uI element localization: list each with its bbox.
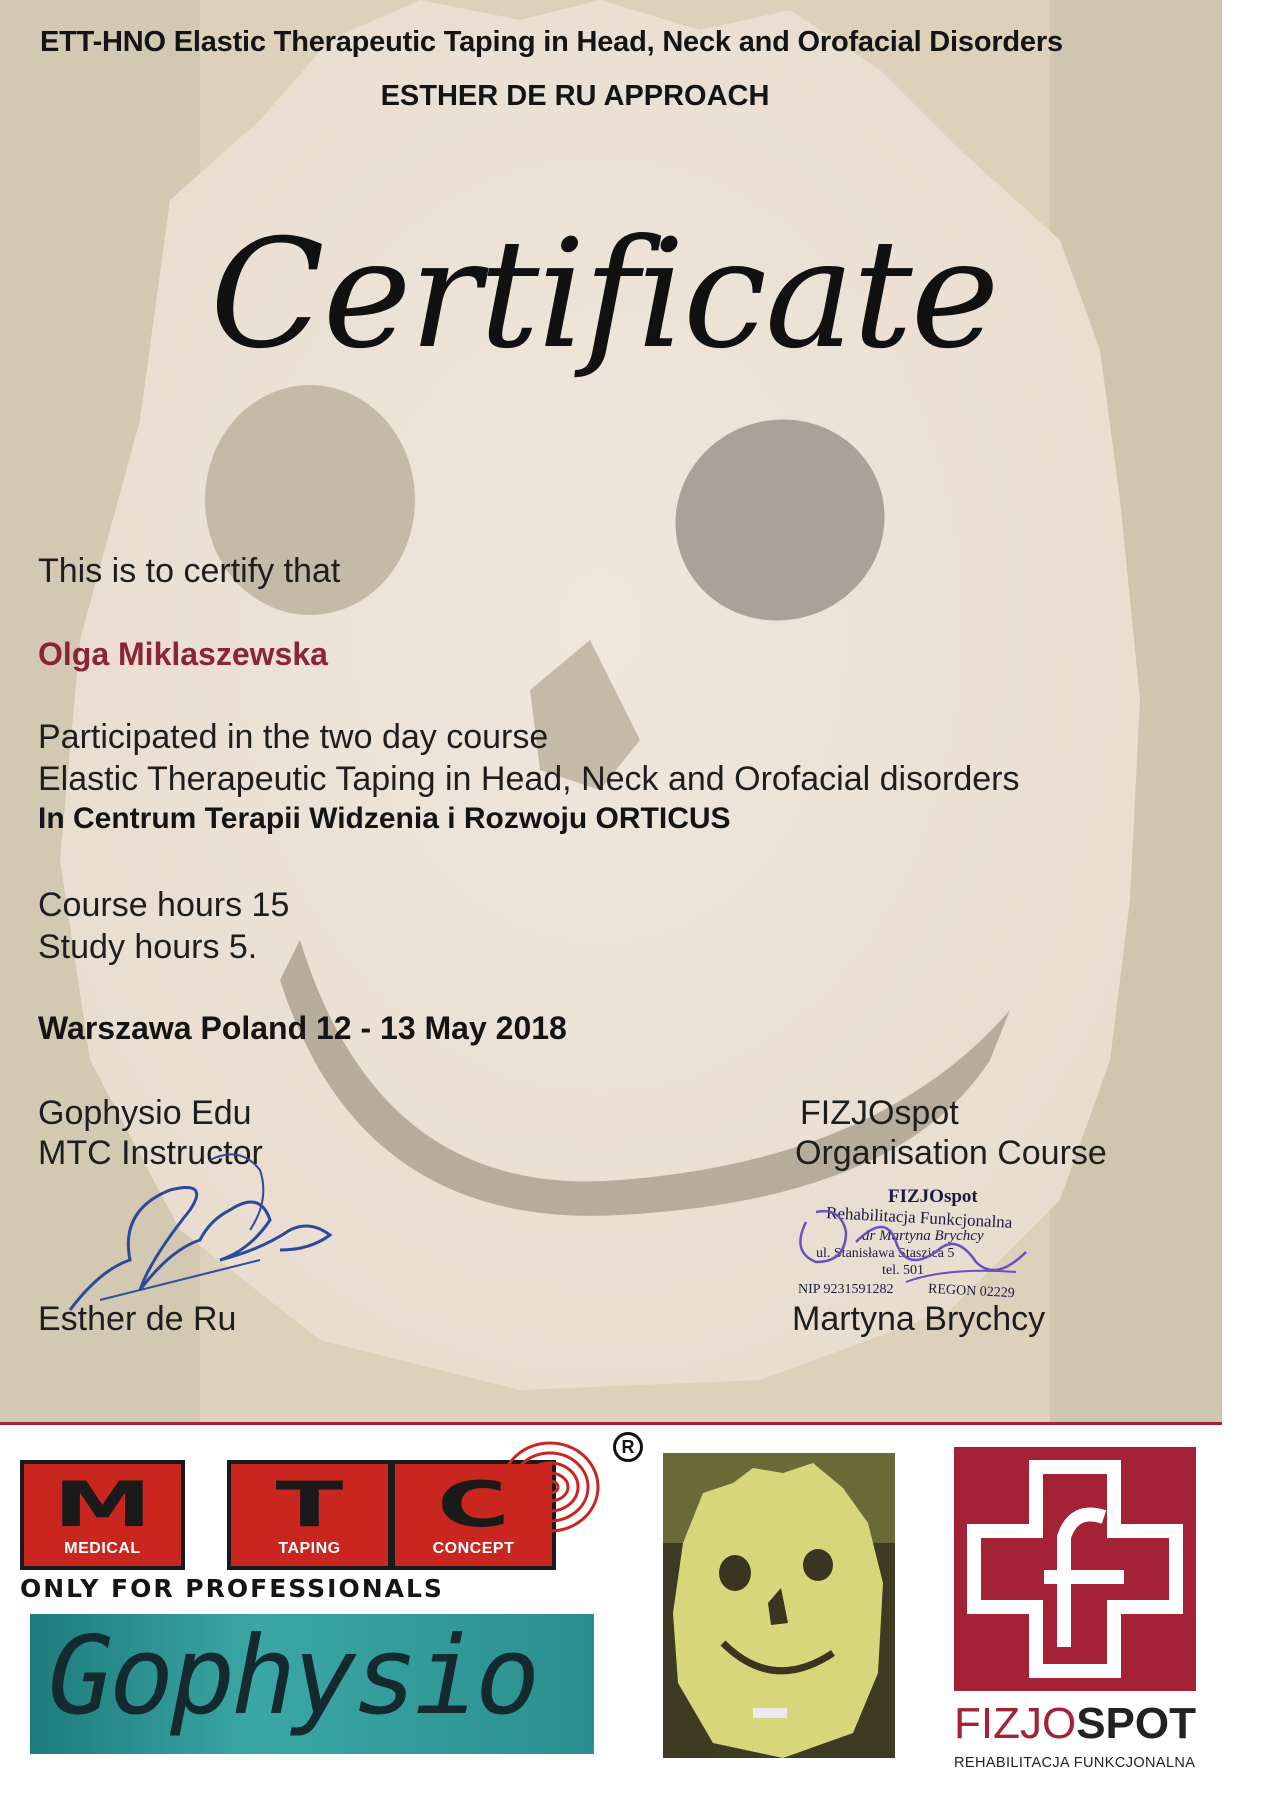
smiley-face-image [663, 1453, 895, 1758]
smiley-photo-thumbnail [663, 1453, 895, 1758]
mtc-letter: T [275, 1468, 344, 1541]
medical-cross-icon [954, 1447, 1196, 1691]
mtc-box-medical [20, 1460, 185, 1570]
fizjospot-logo [950, 1447, 1200, 1777]
left-signatory-org: Gophysio Edu [38, 1094, 252, 1132]
mtc-word: MEDICAL [64, 1540, 141, 1557]
divider-rule [0, 1422, 1222, 1425]
right-signatory-org: FIZJOspot [800, 1094, 959, 1132]
certificate-title: Certificate [210, 208, 998, 382]
fizjospot-word-b: SPOT [1076, 1699, 1196, 1748]
mtc-word: TAPING [278, 1540, 341, 1557]
left-signatory-role: MTC Instructor [38, 1134, 263, 1172]
stamp-line: REGON 02229 [927, 1281, 1016, 1302]
stamp-line: FIZJOspot [888, 1186, 978, 1207]
course-name: Elastic Therapeutic Taping in Head, Neck and Orofacial disorders [38, 760, 1020, 798]
fizjospot-wordmark [954, 1699, 1196, 1749]
gophysio-logo [30, 1614, 594, 1754]
stamp-line: dr Martyna Brychcy [862, 1228, 984, 1244]
recipient-name: Olga Miklaszewska [38, 636, 328, 672]
stamp-line: Rehabilitacja Funkcjonalna [825, 1203, 1013, 1232]
stamp-line: tel. 501 [882, 1263, 924, 1278]
certify-statement: This is to certify that [38, 552, 341, 590]
place-and-date: Warszawa Poland 12 - 13 May 2018 [38, 1010, 567, 1046]
registered-mark-icon: R [613, 1432, 643, 1462]
venue: In Centrum Terapii Widzenia i Rozwoju ORTICUS [38, 802, 731, 835]
mtc-letter: C [437, 1468, 510, 1541]
gophysio-wordmark: Gophysio [48, 1614, 537, 1739]
left-signatory-name: Esther de Ru [38, 1300, 237, 1338]
esther-de-ru-signature [60, 1150, 360, 1320]
participation-statement: Participated in the two day course [38, 718, 549, 756]
mtc-tagline: ONLY FOR PROFESSIONALS [20, 1574, 444, 1603]
fizjospot-word-a: FIZJO [954, 1699, 1077, 1748]
right-signatory-name: Martyna Brychcy [792, 1300, 1046, 1338]
stamp-line: NIP 9231591282 [798, 1282, 894, 1297]
mtc-logo [20, 1432, 640, 1607]
martyna-brychcy-signature [786, 1192, 1046, 1302]
right-signatory-role: Organisation Course [795, 1134, 1107, 1172]
fizjospot-subtitle: REHABILITACJA FUNKCJONALNA [954, 1755, 1196, 1771]
course-hours: Course hours 15 [38, 886, 290, 924]
mtc-word: CONCEPT [432, 1540, 515, 1557]
fingerprint-icon [490, 1432, 610, 1542]
study-hours: Study hours 5. [38, 928, 258, 966]
fizjospot-cross-box [954, 1447, 1196, 1691]
course-title-header: ETT-HNO Elastic Therapeutic Taping in Head, Neck and Orofacial Disorders [40, 26, 1063, 58]
approach-subheader: ESTHER DE RU APPROACH [380, 80, 770, 112]
stamp-line: ul. Stanisława Staszica 5 [816, 1246, 955, 1261]
mtc-letter: M [53, 1468, 152, 1541]
